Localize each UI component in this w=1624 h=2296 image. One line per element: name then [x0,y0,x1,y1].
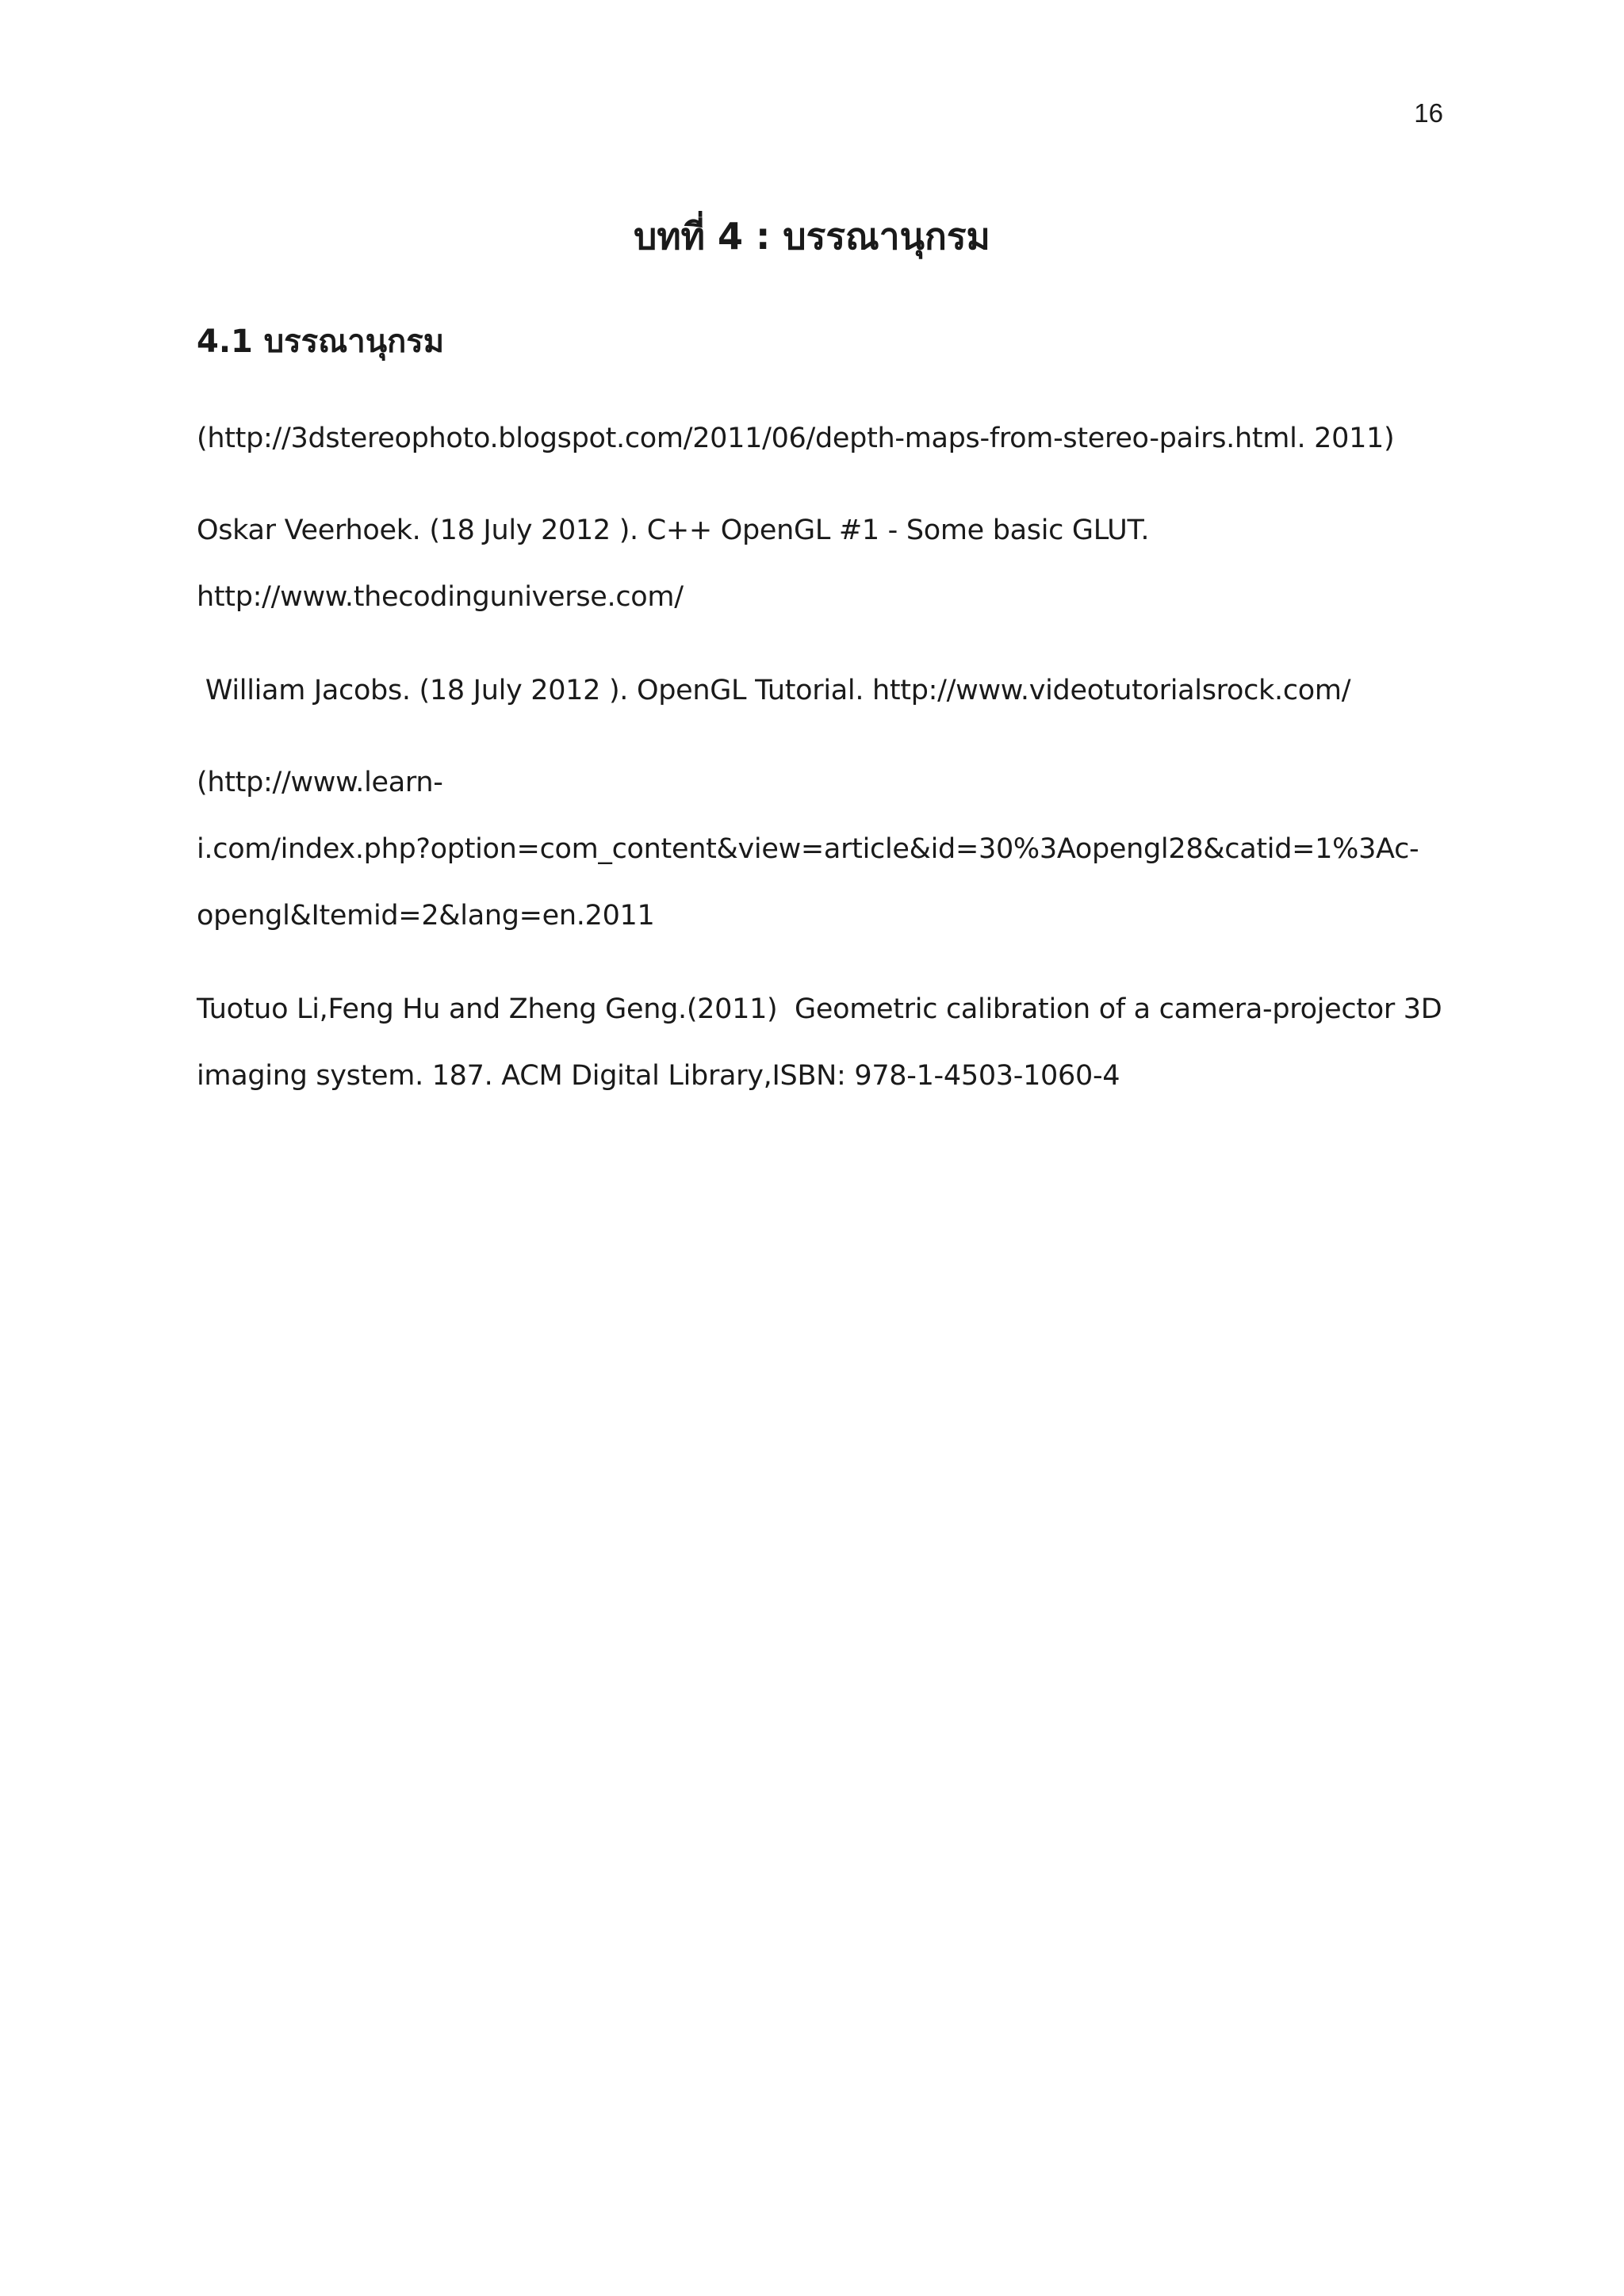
reference-line: http://www.thecodinguniverse.com/ [197,581,684,613]
page-number: 16 [1414,98,1443,128]
reference-line: (http://3dstereophoto.blogspot.com/2011/06/depth-maps-from-stereo-pairs.html. 2011) [197,423,1395,454]
reference-line: i.com/index.php?option=com_content&view=article&id=30%3Aopengl28&catid=1%3Ac- [197,833,1419,865]
reference-line: Oskar Veerhoek. (18 July 2012 ). C++ OpenGL #1 - Some basic GLUT. [197,515,1150,546]
reference-line: Tuotuo Li,Feng Hu and Zheng Geng.(2011) Geometric calibration of a camera-projector 3D [197,993,1442,1025]
reference-line: imaging system. 187. ACM Digital Library,ISBN: 978-1-4503-1060-4 [197,1060,1120,1092]
chapter-title: บทที่ 4 : บรรณานุกรม [634,215,990,258]
reference-line: (http://www.learn- [197,767,443,798]
section-heading: 4.1 บรรณานุกรม [197,323,445,360]
reference-line: opengl&Itemid=2&lang=en.2011 [197,900,655,932]
reference-line: William Jacobs. (18 July 2012 ). OpenGL Tutorial. http://www.videotutorialsrock.com/ [197,675,1351,706]
